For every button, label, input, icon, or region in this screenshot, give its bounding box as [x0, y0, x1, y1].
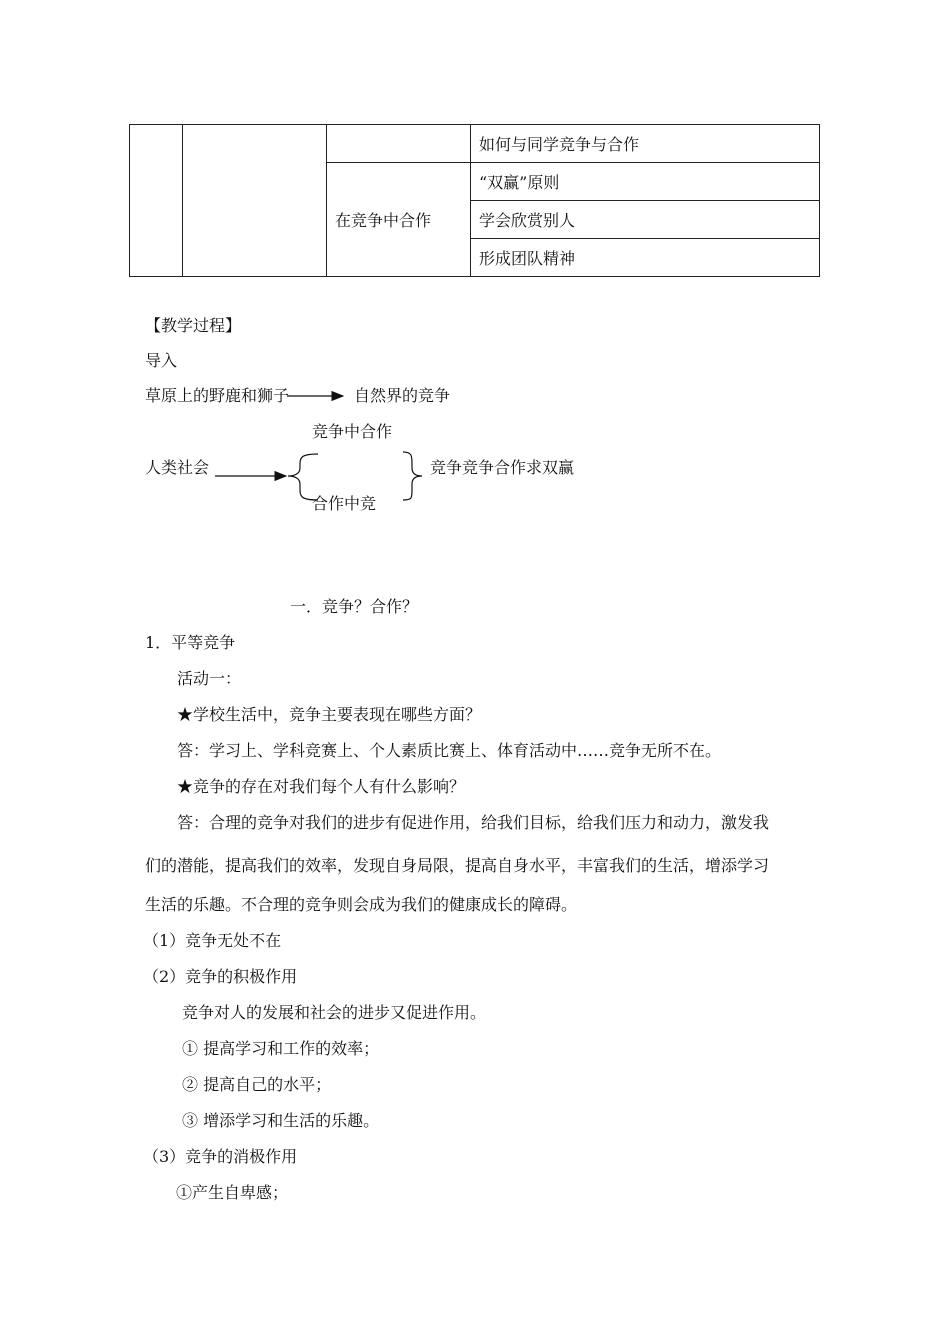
- point-2-item-1: ① 提高学习和工作的效率；: [182, 1039, 380, 1058]
- point-2-description: 竞争对人的发展和社会的进步又促进作用。: [182, 1003, 487, 1022]
- point-3-item-1: ①产生自卑感；: [176, 1183, 289, 1202]
- question-2: ★竞争的存在对我们每个人有什么影响？: [177, 777, 466, 796]
- outline-table: [129, 124, 820, 277]
- outline-item: “双赢”原则: [471, 163, 820, 201]
- outline-blank-cell-3: [327, 125, 471, 163]
- diagram-result: 竞争竞争合作求双赢: [430, 458, 575, 477]
- answer-2-line-1: 答：合理的竞争对我们的进步有促进作用，给我们目标，给我们压力和动力，激发我: [177, 813, 770, 832]
- diagram-row1-right: 自然界的竞争: [354, 386, 451, 405]
- point-3: （3）竞争的消极作用: [143, 1147, 298, 1166]
- outline-section-label: 在竞争中合作: [327, 163, 471, 277]
- intro-label: 导入: [145, 351, 178, 370]
- point-2: （2）竞争的积极作用: [143, 967, 298, 986]
- outline-blank-cell-2: [183, 125, 327, 277]
- point-2-item-3: ③ 增添学习和生活的乐趣。: [182, 1111, 380, 1130]
- answer-2-line-3: 生活的乐趣。不合理的竞争则会成为我们的健康成长的障碍。: [145, 895, 578, 914]
- outline-blank-cell-1: [130, 125, 183, 277]
- subsection-title: 1．平等竞争: [145, 633, 236, 652]
- process-heading: 【教学过程】: [145, 316, 242, 335]
- answer-2-line-2: 们的潜能，提高我们的效率，发现自身局限，提高自身水平，丰富我们的生活，增添学习: [145, 856, 770, 875]
- diagram-top-branch: 竞争中合作: [312, 422, 393, 441]
- answer-1: 答：学习上、学科竞赛上、个人素质比赛上、体育活动中……竞争无所不在。: [177, 741, 722, 760]
- outline-item: 如何与同学竞争与合作: [471, 125, 820, 163]
- right-brace: [403, 452, 422, 500]
- diagram-bottom-branch: 合作中竞: [312, 494, 377, 513]
- point-2-item-2: ② 提高自己的水平；: [182, 1075, 332, 1094]
- activity-label: 活动一：: [177, 669, 242, 688]
- diagram-row2-left: 人类社会: [145, 458, 210, 477]
- point-1: （1）竞争无处不在: [143, 931, 282, 950]
- outline-item: 学会欣赏别人: [471, 201, 820, 239]
- question-1: ★学校生活中，竞争主要表现在哪些方面？: [177, 705, 482, 724]
- section-title: 一．竞争？合作？: [290, 597, 419, 616]
- diagram-row1-left: 草原上的野鹿和狮子: [145, 386, 290, 405]
- outline-item: 形成团队精神: [471, 239, 820, 277]
